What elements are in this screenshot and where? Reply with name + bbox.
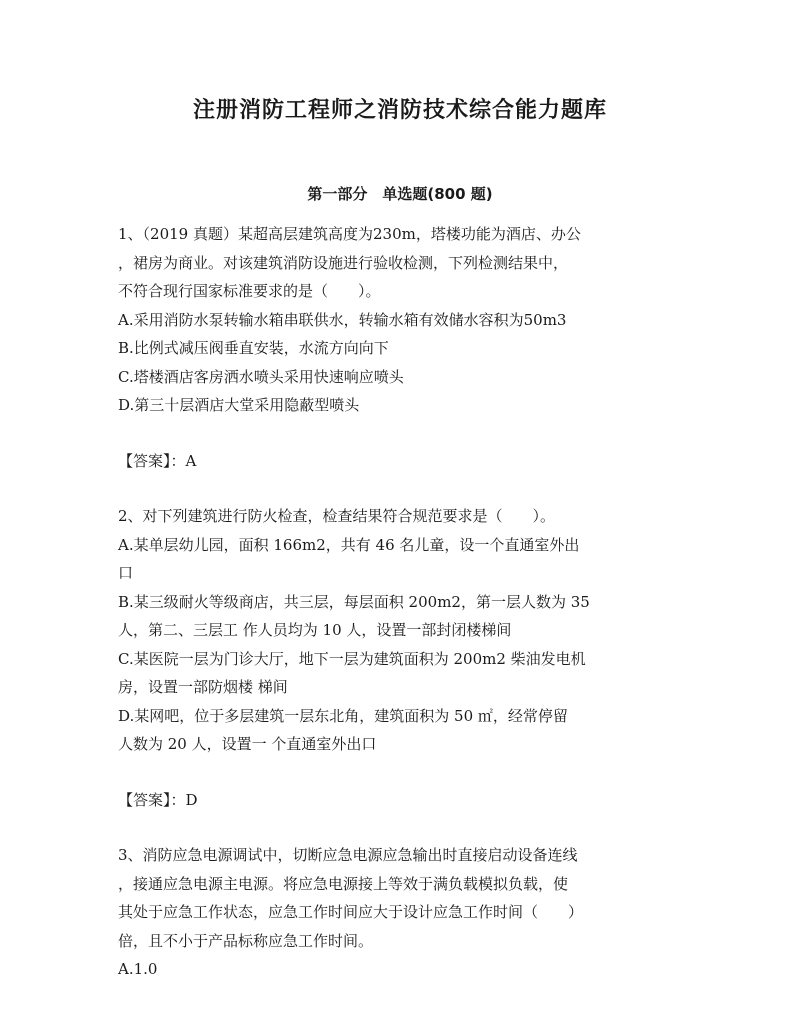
document-title: 注册消防工程师之消防技术综合能力题库 — [192, 98, 607, 123]
option-c: C.塔楼酒店客房洒水喷头采用快速响应喷头 — [118, 367, 404, 386]
option-c-continuation: 房，设置一部防烟楼 梯间 — [118, 678, 288, 696]
option-a: A.某单层幼儿园，面积 166m2，共有 46 名儿童，设一个直通室外出 — [118, 535, 580, 554]
question-stem-line: 1、（2019 真题）某超高层建筑高度为230m，塔楼功能为酒店、办公 — [118, 225, 581, 243]
question-list — [118, 220, 688, 984]
question-stem-line: 倍，且不小于产品标称应急工作时间。 — [118, 931, 374, 950]
question-stem-line: ，裙房为商业。对该建筑消防设施进行验收检测，下列检测结果中， — [118, 253, 569, 272]
question-stem-line: 不符合现行国家标准要求的是（ ）。 — [118, 282, 381, 300]
question-stem-line: 2、对下列建筑进行防火检查，检查结果符合规范要求是（ ）。 — [118, 507, 556, 525]
option-a: A.1.0 — [118, 960, 158, 978]
option-d: D.某网吧，位于多层建筑一层东北角，建筑面积为 50 ㎡，经常停留 — [118, 706, 568, 725]
answer-label: 【答案】：A — [118, 451, 197, 470]
option-a: A.采用消防水泵转输水箱串联供水，转输水箱有效储水容积为50m3 — [118, 310, 567, 329]
question-stem-line: 其处于应急工作状态，应急工作时间应大于设计应急工作时间（ ） — [118, 903, 584, 921]
option-c: C.某医院一层为门诊大厅，地下一层为建筑面积为 200m2 柴油发电机 — [118, 649, 586, 668]
question-stem-line: ，接通应急电源主电源。将应急电源接上等效于满负载模拟负载，使 — [118, 874, 569, 893]
option-b: B.某三级耐火等级商店，共三层，每层面积 200m2，第一层人数为 35 — [118, 592, 590, 611]
question-2 — [118, 502, 688, 841]
question-stem-line: 3、消防应急电源调试中，切断应急电源应急输出时直接启动设备连线 — [118, 846, 578, 864]
question-1 — [118, 220, 688, 502]
answer-label: 【答案】：D — [118, 790, 198, 809]
section-heading: 第一部分 单选题(800 题) — [307, 185, 493, 203]
option-d: D.第三十层酒店大堂采用隐蔽型喷头 — [118, 396, 360, 414]
option-d-continuation: 人数为 20 人，设置一 个直通室外出口 — [118, 735, 377, 753]
option-b-continuation: 人，第二、三层工 作人员均为 10 人，设置一部封闭楼梯间 — [118, 621, 512, 639]
option-a-continuation: 口 — [118, 564, 134, 582]
option-b: B.比例式减压阀垂直安装，水流方向向下 — [118, 339, 389, 357]
question-3 — [118, 841, 688, 984]
